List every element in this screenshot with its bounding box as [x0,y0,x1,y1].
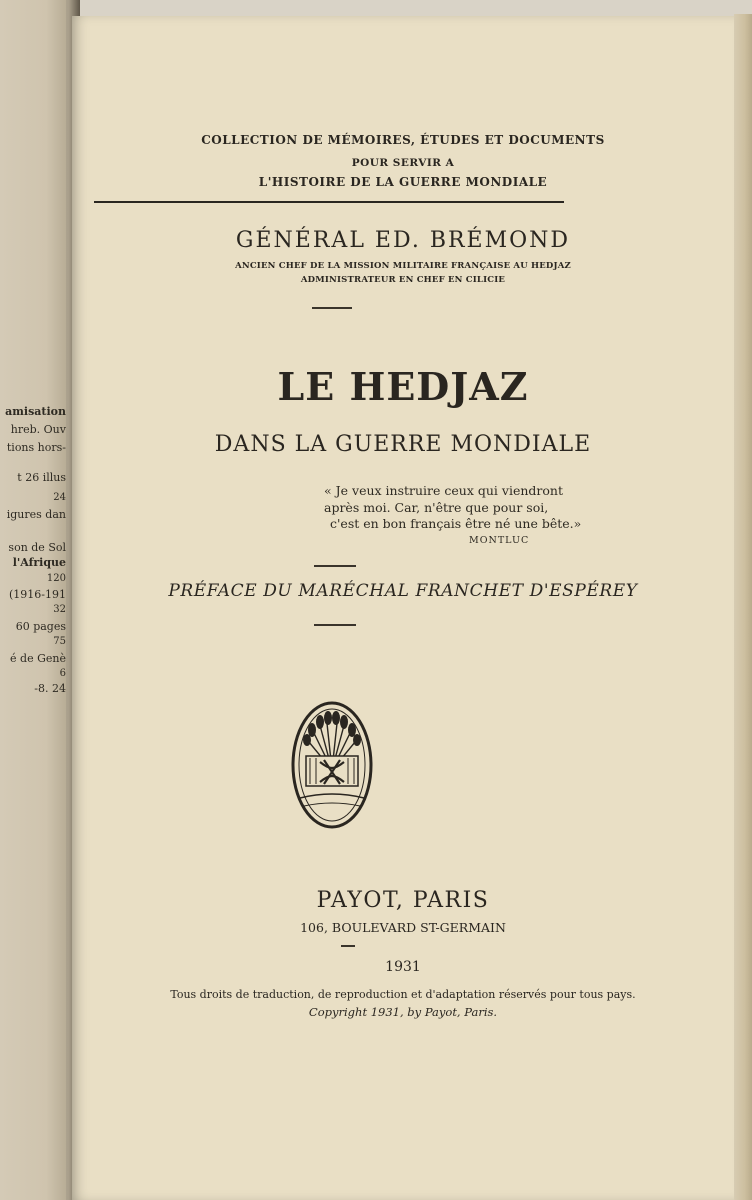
wheat-sheaf-emblem-icon [290,700,374,830]
book-title: LE HEDJAZ [277,364,529,409]
left-page-line: 6 [59,668,66,679]
epigraph-line-3: c'est en bon français être né une bête.» [330,516,582,531]
copyright-notice: Copyright 1931, by Payot, Paris. [308,1005,498,1019]
left-page-line: igures dan [6,508,66,521]
left-page-line: 60 pages [15,620,66,633]
left-page-line: t 26 illus [17,471,66,484]
book-subtitle: DANS LA GUERRE MONDIALE [214,432,592,457]
epigraph-line-2: après moi. Car, n'être que pour soi, [324,500,549,515]
epigraph-author: MONTLUC [469,535,530,546]
left-page-line: amisation [5,405,66,418]
preface-line: PRÉFACE DU MARÉCHAL FRANCHET D'ESPÉREY [168,581,638,601]
collection-line-2: POUR SERVIR A [351,157,455,169]
separator [314,565,356,567]
publication-year: 1931 [385,959,421,975]
collection-line-1: COLLECTION DE MÉMOIRES, ÉTUDES ET DOCUMENTS [201,133,605,147]
left-page-fragment [0,0,66,1200]
left-page-line: (1916-191 [9,588,66,601]
separator [341,945,355,947]
left-page-line: tions hors- [6,441,66,454]
epigraph-line-1: « Je veux instruire ceux qui viendront [324,483,563,498]
author-name: GÉNÉRAL ED. BRÉMOND [235,228,571,253]
left-page-line: 75 [53,636,66,647]
left-page-line: l'Afrique [12,556,66,569]
left-page-line: -8. 24 [34,682,66,695]
title-page [72,16,734,1200]
rights-notice: Tous droits de traduction, de reproduction et d'adaptation réservés pour tous pays. [170,988,636,1001]
left-page-line: 32 [53,604,66,615]
left-page-line: son de Sol [8,541,66,554]
separator [314,624,356,626]
author-title-1: ANCIEN CHEF DE LA MISSION MILITAIRE FRANÇAISE AU HEDJAZ [235,261,571,271]
left-page-line: 24 [53,492,66,503]
publisher-address: 106, BOULEVARD ST-GERMAIN [300,920,506,935]
left-page-line: 120 [46,573,66,584]
left-page-line: hreb. Ouv [10,423,66,436]
author-title-2: ADMINISTRATEUR EN CHEF EN CILICIE [300,275,506,285]
page-edge [734,14,752,1200]
left-page-line: é de Genè [10,652,66,665]
separator [312,307,352,309]
publisher-name: PAYOT, PARIS [316,888,490,913]
header-rule [94,201,564,203]
collection-line-3: L'HISTOIRE DE LA GUERRE MONDIALE [258,175,548,189]
